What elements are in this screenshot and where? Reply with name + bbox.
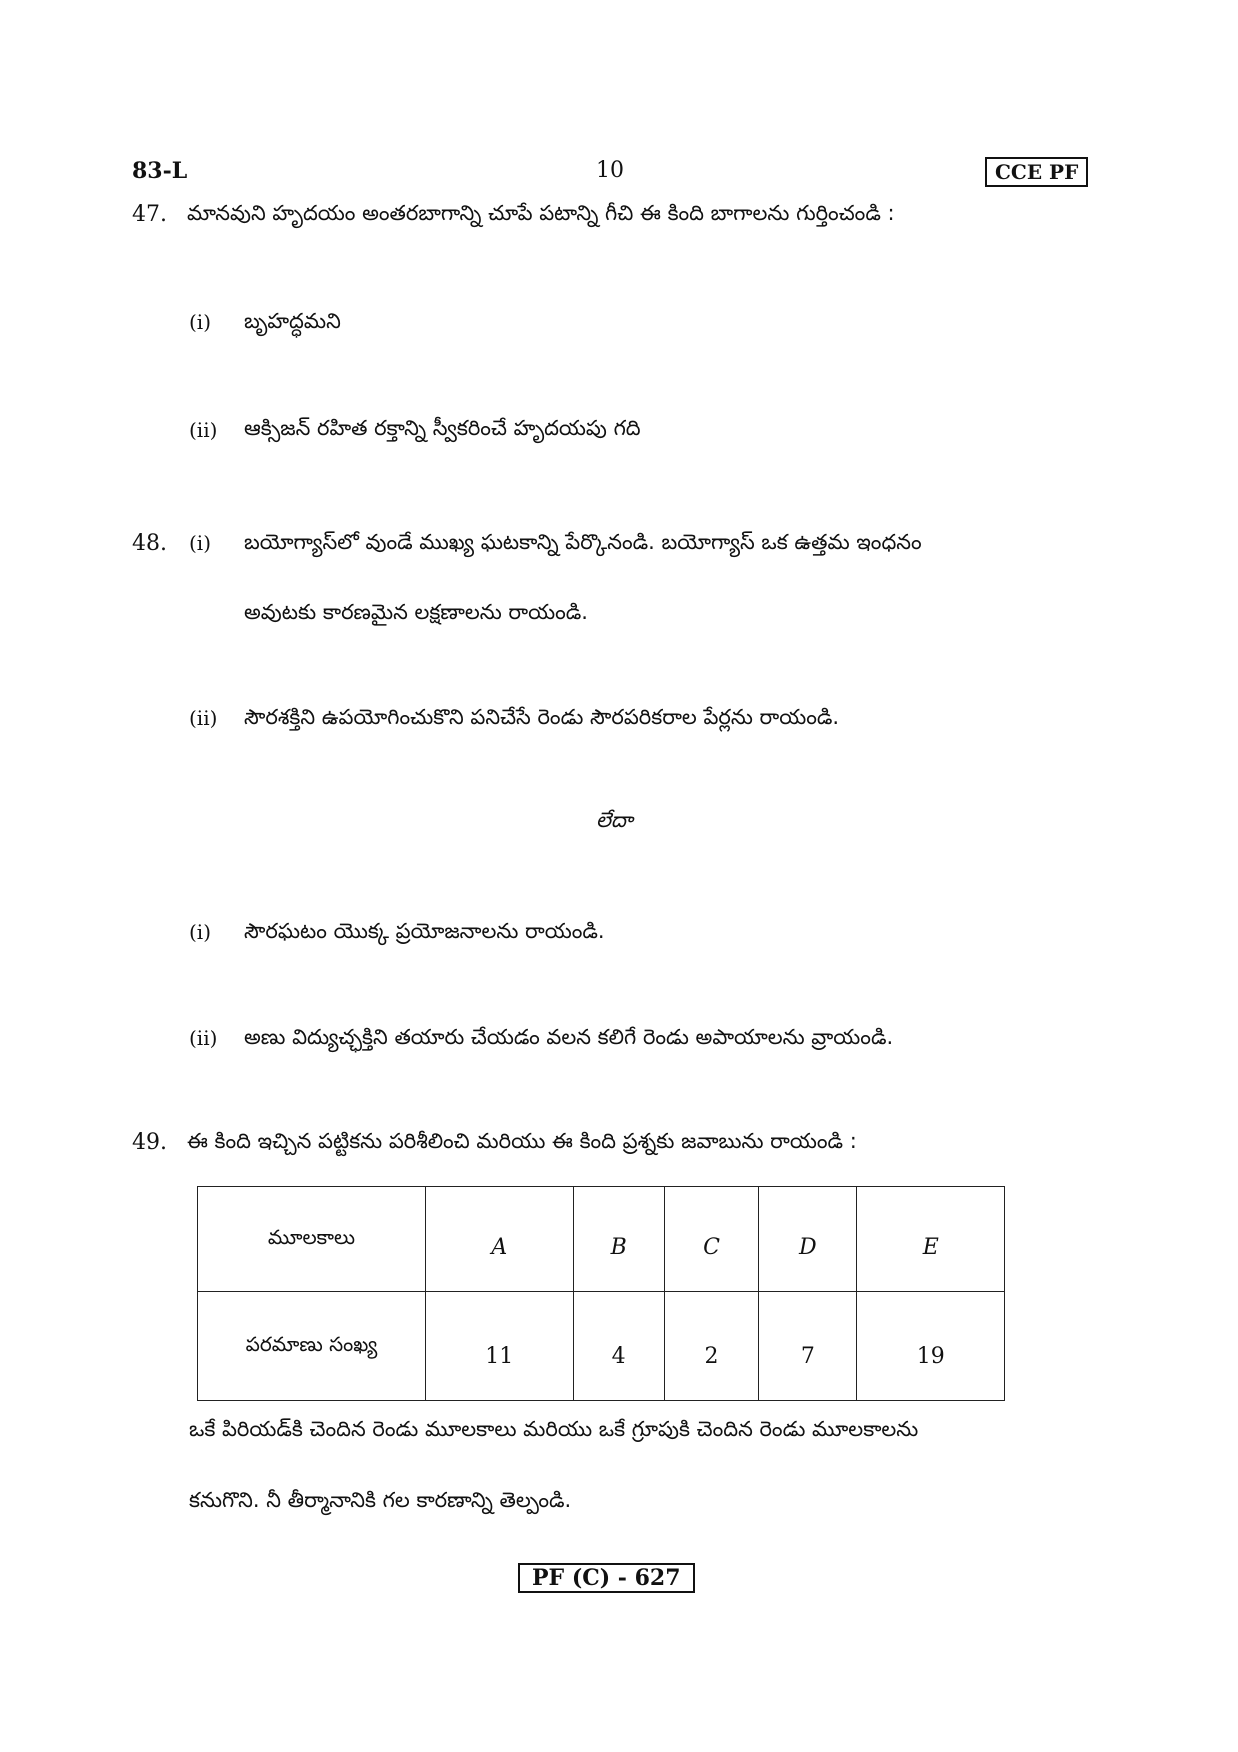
q49-number: 49. — [132, 1130, 167, 1155]
q48-alt-i-label: (i) — [189, 920, 212, 944]
table-header-atomic-number: పరమాణు సంఖ్య — [198, 1292, 426, 1401]
q48-alt-i-text: సౌరఘటం యొక్క ప్రయోజనాలను రాయండి. — [244, 919, 605, 943]
paper-code: 83-L — [132, 158, 188, 184]
q47-part-i-label: (i) — [189, 310, 212, 334]
q48-alt-ii-label: (ii) — [189, 1026, 218, 1050]
atomic-number: 7 — [759, 1292, 857, 1401]
q48-part-ii-text: సౌరశక్తిని ఉపయోగించుకొని పనిచేసే రెండు సౌరపరికరాల పేర్లను రాయండి. — [244, 705, 840, 729]
table-header-elements: మూలకాలు — [198, 1187, 426, 1292]
atomic-number: 19 — [857, 1292, 1005, 1401]
footer-code-box: PF (C) - 627 — [518, 1563, 695, 1593]
exam-code-box: CCE PF — [985, 157, 1088, 187]
atomic-number: 11 — [426, 1292, 574, 1401]
q48-part-i-label: (i) — [189, 531, 212, 555]
element-symbol: C — [664, 1187, 758, 1292]
q48-part-i-line2: అవుటకు కారణమైన లక్షణాలను రాయండి. — [244, 600, 588, 624]
q47-number: 47. — [132, 202, 167, 227]
q48-part-ii-label: (ii) — [189, 706, 218, 730]
atomic-number: 4 — [573, 1292, 664, 1401]
or-separator: లేదా — [596, 808, 633, 832]
element-symbol: B — [573, 1187, 664, 1292]
q49-question-line2: కనుగొని. నీ తీర్మానానికి గల కారణాన్ని తెల్పండి. — [189, 1488, 572, 1512]
q48-part-i-line1: బయోగ్యాస్‌లో వుండే ముఖ్య ఘటకాన్ని పేర్కొనండి. బయోగ్యాస్ ఒక ఉత్తమ ఇంధనం — [244, 530, 922, 554]
q48-number: 48. — [132, 531, 167, 556]
q48-alt-ii-text: అణు విద్యుచ్ఛక్తిని తయారు చేయడం వలన కలిగే రెండు అపాయాలను వ్రాయండి. — [244, 1025, 894, 1049]
element-symbol: E — [857, 1187, 1005, 1292]
atomic-number: 2 — [664, 1292, 758, 1401]
q47-text: మానవుని హృదయం అంతరబాగాన్ని చూపే పటాన్ని గీచి ఈ కింది బాగాలను గుర్తించండి : — [187, 201, 895, 225]
table-row-elements — [198, 1187, 1005, 1292]
element-symbol: A — [426, 1187, 574, 1292]
q47-part-ii-text: ఆక్సిజన్ రహిత రక్తాన్ని స్వీకరించే హృదయపు గది — [244, 416, 641, 440]
table-row-atomic-numbers — [198, 1292, 1005, 1401]
page-number: 10 — [596, 158, 624, 183]
q49-text: ఈ కింది ఇచ్చిన పట్టికను పరిశీలించి మరియు ఈ కింది ప్రశ్నకు జవాబును రాయండి : — [187, 1129, 857, 1153]
q47-part-i-text: బృహద్ధమని — [244, 309, 341, 333]
q49-question-line1: ఒకే పిరియడ్‌కి చెందిన రెండు మూలకాలు మరియు ఒకే గ్రూపుకి చెందిన రెండు మూలకాలను — [189, 1417, 919, 1441]
element-symbol: D — [759, 1187, 857, 1292]
atomic-number-table — [197, 1186, 1005, 1401]
q47-part-ii-label: (ii) — [189, 418, 218, 442]
